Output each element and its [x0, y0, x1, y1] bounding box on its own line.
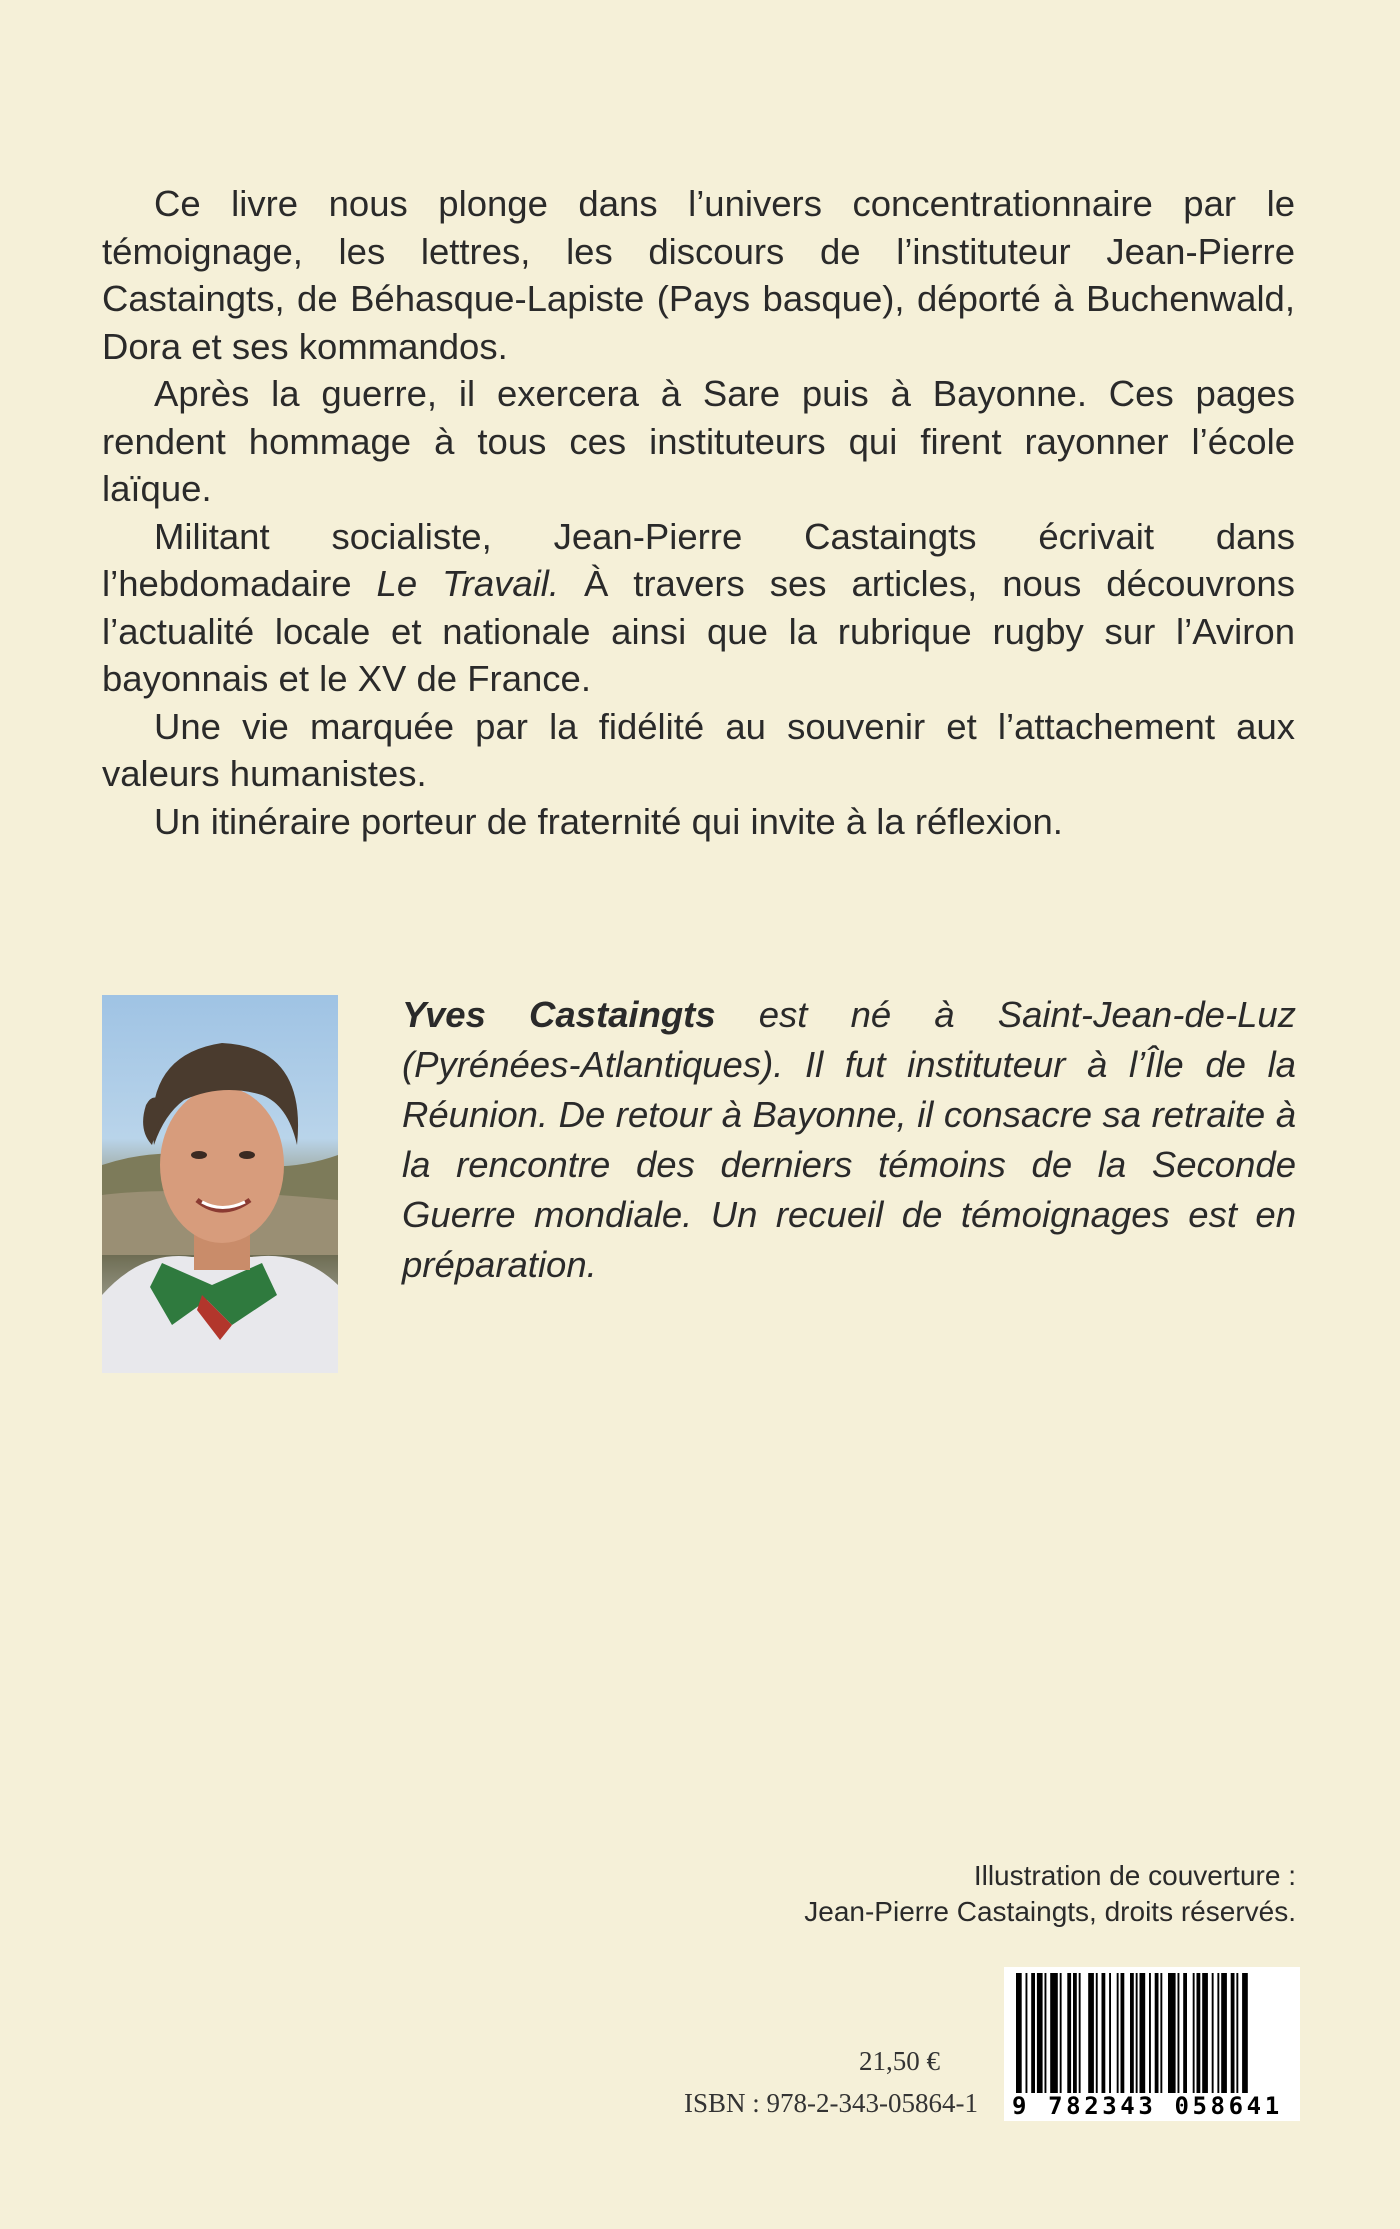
newspaper-title: Le Travail. [376, 563, 560, 604]
author-photo [102, 995, 338, 1373]
price: 21,50 € [859, 2046, 940, 2076]
barcode-bar [1073, 1973, 1077, 2093]
barcode-bar [1060, 1973, 1062, 2093]
barcode-bar [1136, 1973, 1138, 2093]
author-name: Yves Castaingts [402, 994, 716, 1035]
barcode-bar [1045, 1973, 1047, 2093]
barcode-bar [1193, 1973, 1195, 2093]
barcode-bar [1160, 1973, 1162, 2093]
barcode-bar [1231, 1973, 1235, 2093]
barcode-bar [1217, 1973, 1219, 2093]
credits-line: Illustration de couverture : [973, 1860, 1296, 1891]
barcode-bar [1102, 1973, 1106, 2093]
barcode-bar [1130, 1973, 1134, 2093]
barcode-bar [1197, 1973, 1201, 2093]
barcode-bar [1037, 1973, 1043, 2093]
barcode-bar [1212, 1973, 1214, 2093]
barcode-bar [1221, 1973, 1227, 2093]
barcode-bar [1242, 1973, 1248, 2093]
barcode-bar [1026, 1973, 1028, 2093]
cover-credits [804, 1858, 1296, 1930]
barcode-bar [1016, 1973, 1022, 2093]
back-cover-blurb [102, 180, 1295, 845]
barcode-bar [1088, 1973, 1094, 2093]
barcode-bar [1117, 1973, 1119, 2093]
barcode-bar [1067, 1973, 1071, 2093]
barcode [1004, 1967, 1300, 2121]
barcode-bar [1121, 1973, 1125, 2093]
barcode-bar [1178, 1973, 1180, 2093]
barcode-bar [1109, 1973, 1111, 2093]
blurb-paragraph: Un itinéraire porteur de fraternité qui invite à la réflexion. [154, 800, 1063, 842]
barcode-bar [1168, 1973, 1176, 2093]
barcode-bar [1183, 1973, 1187, 2093]
barcode-bar [1149, 1973, 1151, 2093]
barcode-bar [1050, 1973, 1058, 2093]
barcode-bars [1004, 1967, 1300, 2097]
barcode-bar [1140, 1973, 1146, 2093]
blurb-paragraph: Après la guerre, il exercera à Sare puis à Bayonne. Ces pages rendent hommage à tous ces instituteurs qui firent rayonner l’école laïque. [102, 373, 1295, 509]
barcode-bar [1096, 1973, 1098, 2093]
isbn: ISBN : 978-2-343-05864-1 [684, 2088, 978, 2118]
barcode-bar [1155, 1973, 1159, 2093]
barcode-bar [1236, 1973, 1238, 2093]
barcode-digits: 9 782343 058641 [1012, 2093, 1294, 2119]
blurb-paragraph: Une vie marquée par la fidélité au souvenir et l’attachement aux valeurs humanistes. [102, 705, 1295, 794]
credits-line: Jean-Pierre Castaingts, droits réservés. [804, 1896, 1296, 1927]
barcode-bar [1031, 1973, 1035, 2093]
author-bio: Yves Castaingts est né à Saint-Jean-de-Luz (Pyrénées-Atlantiques). Il fut instituteur à l’Île de la Réunion. De retour à Bayonne, il consacre sa retraite à la rencontre des derniers témoins de la Seconde Guerre mondiale. Un recueil de témoignages est en préparation. [402, 994, 1296, 1285]
barcode-bar [1202, 1973, 1208, 2093]
blurb-paragraph: Ce livre nous plonge dans l’univers concentrationnaire par le témoignage, les lettres, les discours de l’instituteur Jean-Pierre Castaingts, de Béhasque-Lapiste (Pays basque), déporté à Buchenwald, Dora et ses kommandos. [102, 183, 1295, 367]
blurb-paragraph: Militant socialiste, Jean-Pierre Castaingts écrivait dans l’hebdomadaire Le Travail. À travers ses articles, nous découvrons l’actualité locale et nationale ainsi que la rubrique rugby sur l’Aviron bayonnais et le XV de France. [102, 515, 1295, 699]
barcode-bar [1079, 1973, 1081, 2093]
